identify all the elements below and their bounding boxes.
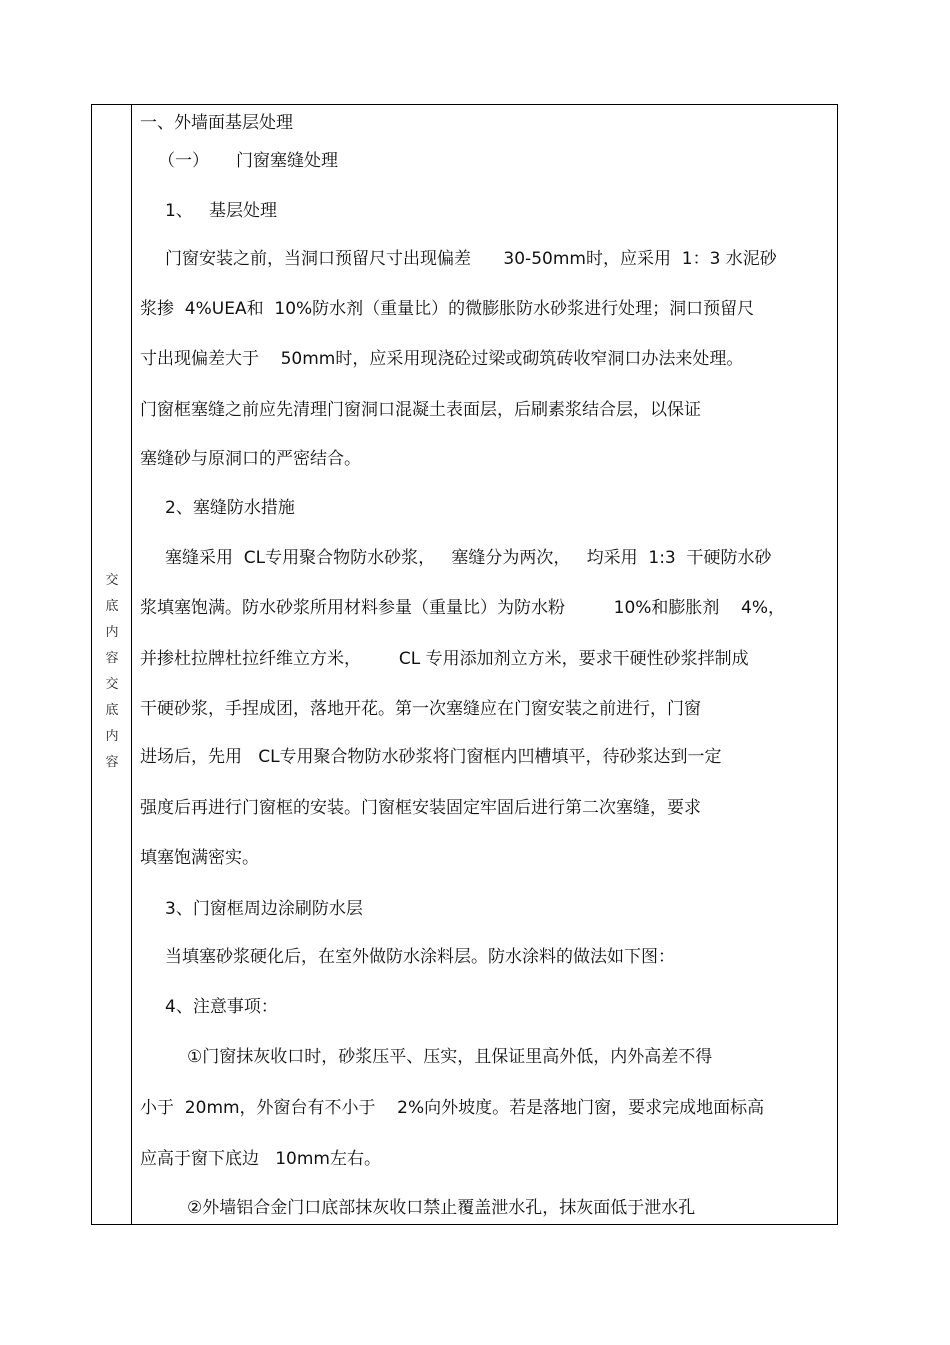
paragraph-line: ①门窗抹灰收口时，砂浆压平、压实，且保证里高外低，内外高差不得: [187, 1047, 713, 1067]
paragraph-line: 浆掺 4%UEA和 10%防水剂（重量比）的微膨胀防水砂浆进行处理；洞口预留尺: [140, 299, 755, 319]
item-heading: 2、塞缝防水措施: [165, 498, 295, 518]
side-label-char: 底: [105, 599, 119, 614]
paragraph-line: 浆填塞饱满。防水砂浆所用材料参量（重量比）为防水粉 10%和膨胀剂 4%，: [140, 598, 786, 618]
disclosure-table: [91, 104, 838, 1225]
item-heading: 1、 基层处理: [165, 201, 278, 221]
paragraph-line: 门窗安装之前，当洞口预留尺寸出现偏差 30-50mm时，应采用 1：3 水泥砂: [165, 249, 777, 269]
paragraph-line: 填塞饱满密实。: [140, 848, 259, 868]
side-label-char: 交: [105, 677, 119, 692]
paragraph-line: 寸出现偏差大于 50mm时，应采用现浇砼过梁或砌筑砖收窄洞口办法来处理。: [140, 349, 744, 369]
subsection-heading: （一） 门窗塞缝处理: [158, 151, 339, 171]
paragraph-line: 塞缝砂与原洞口的严密结合。: [140, 449, 361, 469]
paragraph-line: 强度后再进行门窗框的安装。门窗框安装固定牢固后进行第二次塞缝，要求: [140, 798, 701, 818]
side-label: [92, 568, 132, 776]
section-heading: 一、外墙面基层处理: [140, 113, 293, 133]
paragraph-line: ②外墙铝合金门口底部抹灰收口禁止覆盖泄水孔，抹灰面低于泄水孔: [187, 1198, 696, 1218]
side-label-char: 底: [105, 703, 119, 718]
content-column: [132, 105, 837, 1224]
side-label-char: 交: [105, 573, 119, 588]
paragraph-line: 塞缝采用 CL专用聚合物防水砂浆， 塞缝分为两次， 均采用 1:3 干硬防水砂: [165, 548, 772, 568]
side-label-char: 容: [105, 651, 119, 666]
side-label-char: 内: [105, 729, 119, 744]
paragraph-line: 进场后，先用 CL专用聚合物防水砂浆将门窗框内凹槽填平，待砂浆达到一定: [140, 747, 722, 767]
paragraph-line: 门窗框塞缝之前应先清理门窗洞口混凝土表面层，后刷素浆结合层，以保证: [140, 400, 701, 420]
paragraph-line: 小于 20mm，外窗台有不小于 2%向外坡度。若是落地门窗，要求完成地面标高: [140, 1098, 765, 1118]
item-heading: 4、注意事项：: [165, 997, 278, 1017]
side-label-column: [92, 105, 132, 1224]
paragraph-line: 干硬砂浆，手捏成团，落地开花。第一次塞缝应在门窗安装之前进行，门窗: [140, 699, 701, 719]
item-heading: 3、门窗框周边涂刷防水层: [165, 899, 363, 919]
side-label-char: 内: [105, 625, 119, 640]
paragraph-line: 应高于窗下底边 10mm左右。: [140, 1149, 381, 1169]
paragraph-line: 并掺杜拉牌杜拉纤维立方米， CL 专用添加剂立方米，要求干硬性砂浆拌制成: [140, 649, 749, 669]
paragraph-line: 当填塞砂浆硬化后，在室外做防水涂料层。防水涂料的做法如下图：: [165, 947, 675, 967]
side-label-char: 容: [105, 755, 119, 770]
